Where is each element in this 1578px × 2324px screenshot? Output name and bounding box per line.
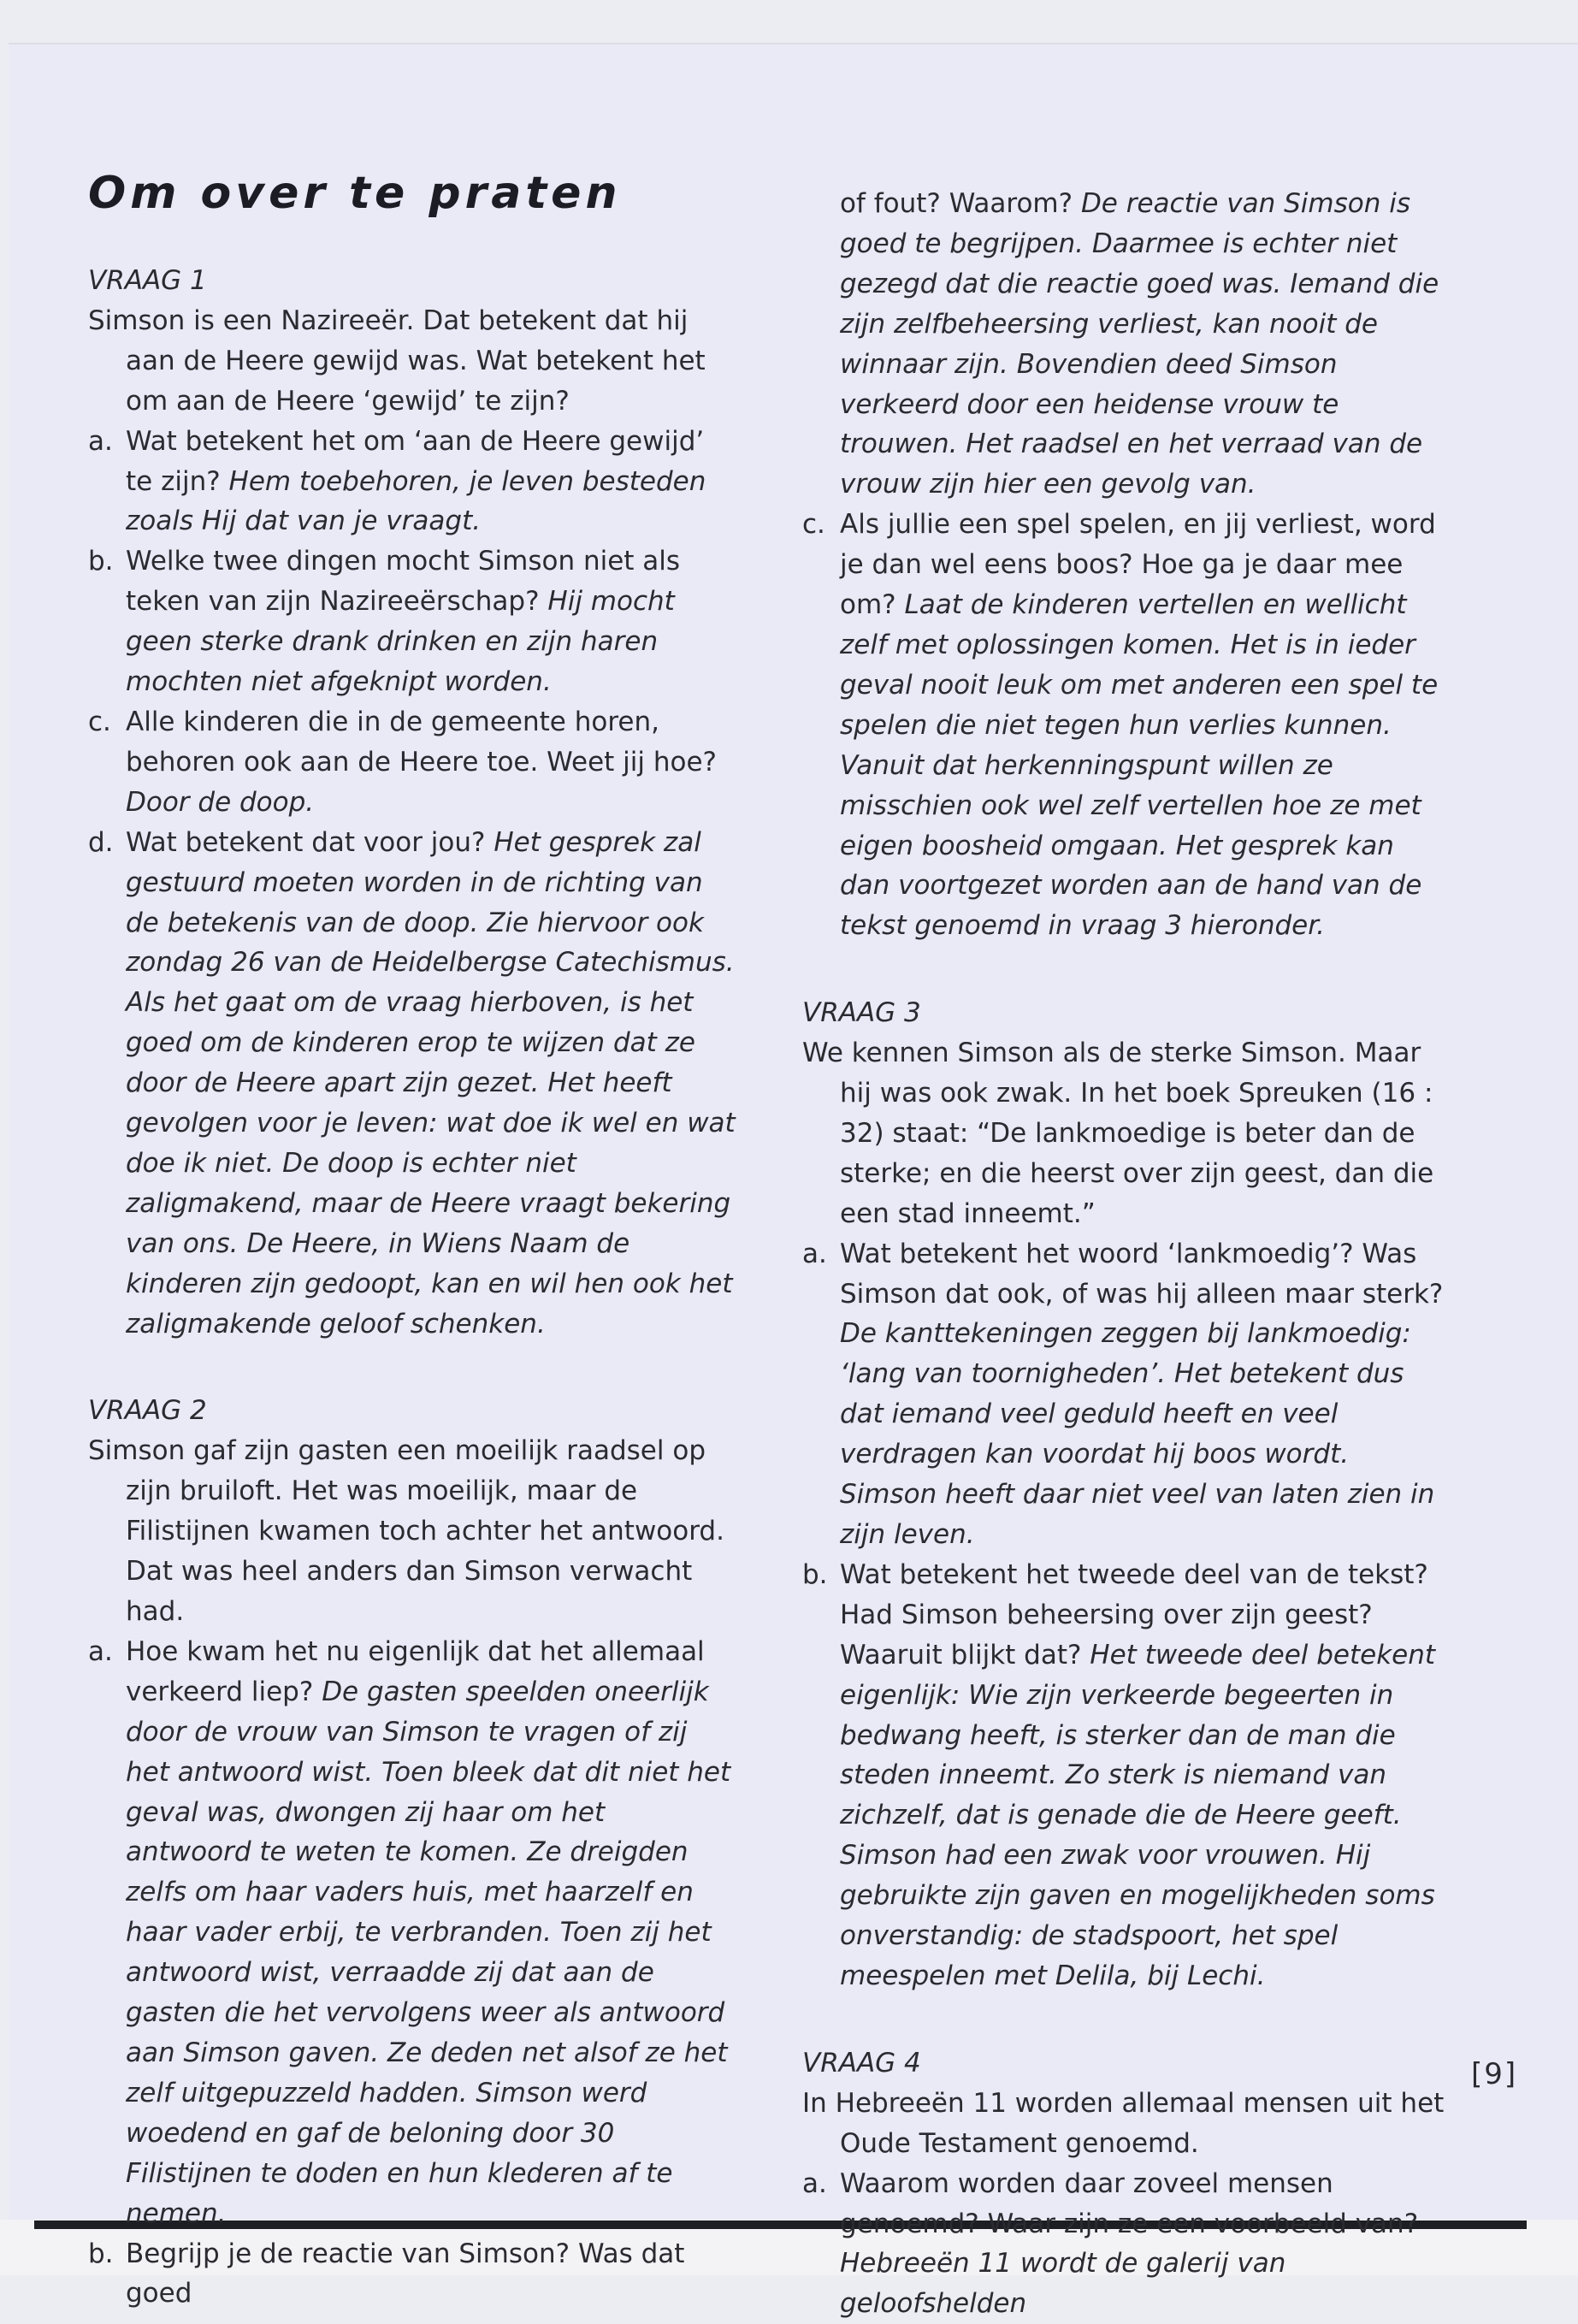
question-heading: VRAAG 2 bbox=[88, 1395, 207, 1427]
item-answer: Door de doop. bbox=[126, 786, 315, 818]
question-intro: In Hebreeën 11 worden allemaal mensen uit het Oude Testament genoemd. bbox=[802, 2087, 1445, 2159]
item-label: a. bbox=[88, 1635, 113, 1667]
item-label: b. bbox=[802, 1558, 828, 1590]
item-answer: Hij mocht geen sterke drank drinken en zijn haren mochten niet afgeknipt worden. bbox=[126, 586, 675, 698]
question-heading: VRAAG 4 bbox=[802, 2047, 921, 2079]
item-answer: Het gesprek zal gestuurd moeten worden in de richting van de betekenis van de doop. Zie hiervoor ook zondag 26 van de Heidelbergse Catechismus. Als het gaat om de vraag hierboven, is het goed om de kinderen erop te wijzen dat ze door de Heere apart zijn gezet. Het heeft gevolgen voor je leven: wat doe ik wel en wat doe ik niet. De doop is echter niet zaligmakend, maar de Heere vraagt bekering van ons. De Heere, in Wiens Naam de kinderen zijn gedoopt, kan en wil hen ook het zaligmakende geloof schenken. bbox=[126, 826, 736, 1339]
item-label: a. bbox=[802, 1238, 827, 1269]
item-label: b. bbox=[88, 546, 114, 577]
item-question: Als jullie een spel spelen, en jij verliest, word je dan wel eens boos? Hoe ga je daar mee om? bbox=[840, 509, 1436, 621]
item-question: Hoe kwam het nu eigenlijk dat het allemaal verkeerd liep? bbox=[126, 1635, 705, 1707]
item-answer: Laat de kinderen vertellen en wellicht zelf met oplossingen komen. Het is in ieder geval nooit leuk om met anderen een spel te spelen die niet tegen hun verlies kunnen. Vanuit dat herkenningspunt willen ze misschien ook wel zelf vertellen hoe ze met eigen boosheid omgaan. Het gesprek kan dan voortgezet worden aan de hand van de tekst genoemd in vraag 3 hieronder. bbox=[840, 589, 1439, 942]
list-item bbox=[88, 2234, 738, 2315]
list-item bbox=[802, 505, 1452, 946]
question-heading: VRAAG 3 bbox=[802, 997, 921, 1029]
list-item-continued bbox=[802, 184, 1452, 505]
list-item bbox=[88, 1632, 738, 2234]
item-label: c. bbox=[802, 509, 825, 541]
item-answer: Hebreeën 11 wordt de galerij van geloofshelden bbox=[840, 2248, 1286, 2320]
page-title: Om over te praten bbox=[88, 168, 622, 219]
right-column bbox=[802, 184, 1452, 2324]
item-label: b. bbox=[88, 2238, 114, 2269]
item-answer: De gasten speelden oneerlijk door de vrouw van Simson te vragen of zij het antwoord wist. Toen bleek dat dit niet het geval was, dwongen zij haar om het antwoord te weten te komen. Ze dreigden zelfs om haar vaders huis, met haarzelf en haar vader erbij, te verbranden. Toen zij het antwoord wist, verraadde zij dat aan de gasten die het vervolgens weer als antwoord aan Simson gaven. Ze deden net alsof ze het zelf uitgepuzzeld hadden. Simson werd woedend en gaf de beloning door 30 Filistijnen te doden en hun klederen af te nemen. bbox=[126, 1676, 731, 2229]
list-item bbox=[88, 823, 738, 1345]
item-question: of fout? Waarom? bbox=[840, 188, 1073, 219]
item-question: Wat betekent het om ‘aan de Heere gewijd’ te zijn? bbox=[126, 425, 705, 497]
item-label: a. bbox=[88, 425, 113, 457]
list-item bbox=[88, 702, 738, 823]
question-intro: Simson gaf zijn gasten een moeilijk raadsel op zijn bruiloft. Het was moeilijk, maar de Filistijnen kwamen toch achter het antwoord. Dat was heel anders dan Simson verwacht had. bbox=[88, 1435, 724, 1627]
question-intro: We kennen Simson als de sterke Simson. Maar hij was ook zwak. In het boek Spreuken (16 : 32) staat: “De lankmoedige is beter dan de sterke; en die heerst over zijn geest, dan die een stad inneemt.” bbox=[802, 1038, 1434, 1229]
list-item bbox=[802, 1555, 1452, 1996]
page-number: [9] bbox=[1471, 2057, 1518, 2091]
list-item bbox=[88, 541, 738, 702]
item-question: Begrijp je de reactie van Simson? Was dat goed bbox=[126, 2238, 685, 2309]
list-item bbox=[88, 422, 738, 542]
item-question: Waarom worden daar zoveel mensen genoemd? Waar zijn ze een voorbeeld van? bbox=[840, 2167, 1419, 2239]
item-answer: Hem toebehoren, je leven besteden zoals Hij dat van je vraagt. bbox=[126, 465, 706, 537]
item-label: d. bbox=[88, 826, 114, 858]
item-question: Wat betekent het tweede deel van de tekst? Had Simson beheersing over zijn geest? Waaruit blijkt dat? bbox=[840, 1558, 1428, 1671]
item-answer: De kanttekeningen zeggen bij lankmoedig: ‘lang van toornigheden’. Het betekent dus dat iemand veel geduld heeft en veel verdragen kan voordat hij boos wordt. Simson heeft daar niet veel van laten zien in zijn leven. bbox=[840, 1318, 1435, 1550]
item-label: a. bbox=[802, 2167, 827, 2199]
item-answer: De reactie van Simson is goed te begrijpen. Daarmee is echter niet gezegd dat die reactie goed was. Iemand die zijn zelfbeheersing verliest, kan nooit de winnaar zijn. Bovendien deed Simson verkeerd door een heidense vrouw te trouwen. Het raadsel en het verraad van de vrouw zijn hier een gevolg van. bbox=[840, 188, 1439, 500]
item-label: c. bbox=[88, 706, 111, 737]
item-question: Alle kinderen die in de gemeente horen, behoren ook aan de Heere toe. Weet jij hoe? bbox=[126, 706, 718, 778]
item-question: Wat betekent dat voor jou? bbox=[126, 826, 486, 858]
question-heading: VRAAG 1 bbox=[88, 265, 207, 296]
question-intro: Simson is een Nazireeër. Dat betekent dat hij aan de Heere gewijd was. Wat betekent het om aan de Heere ‘gewijd’ te zijn? bbox=[88, 305, 706, 417]
item-question: Wat betekent het woord ‘lankmoedig’? Was Simson dat ook, of was hij alleen maar sterk? bbox=[840, 1238, 1444, 1310]
item-question: Welke twee dingen mocht Simson niet als teken van zijn Nazireeërschap? bbox=[126, 546, 681, 618]
item-answer: Het tweede deel betekent eigenlijk: Wie zijn verkeerde begeerten in bedwang heeft, is sterker dan de man die steden inneemt. Zo sterk is niemand van zichzelf, dat is genade die de Heere geeft. Simson had een zwak voor vrouwen. Hij gebruikte zijn gaven en mogelijkheden soms onverstandig: de stadspoort, het spel meespelen met Delila, bij Lechi. bbox=[840, 1639, 1436, 1991]
left-column bbox=[88, 175, 738, 2314]
list-item bbox=[802, 2164, 1452, 2324]
list-item bbox=[802, 1234, 1452, 1555]
